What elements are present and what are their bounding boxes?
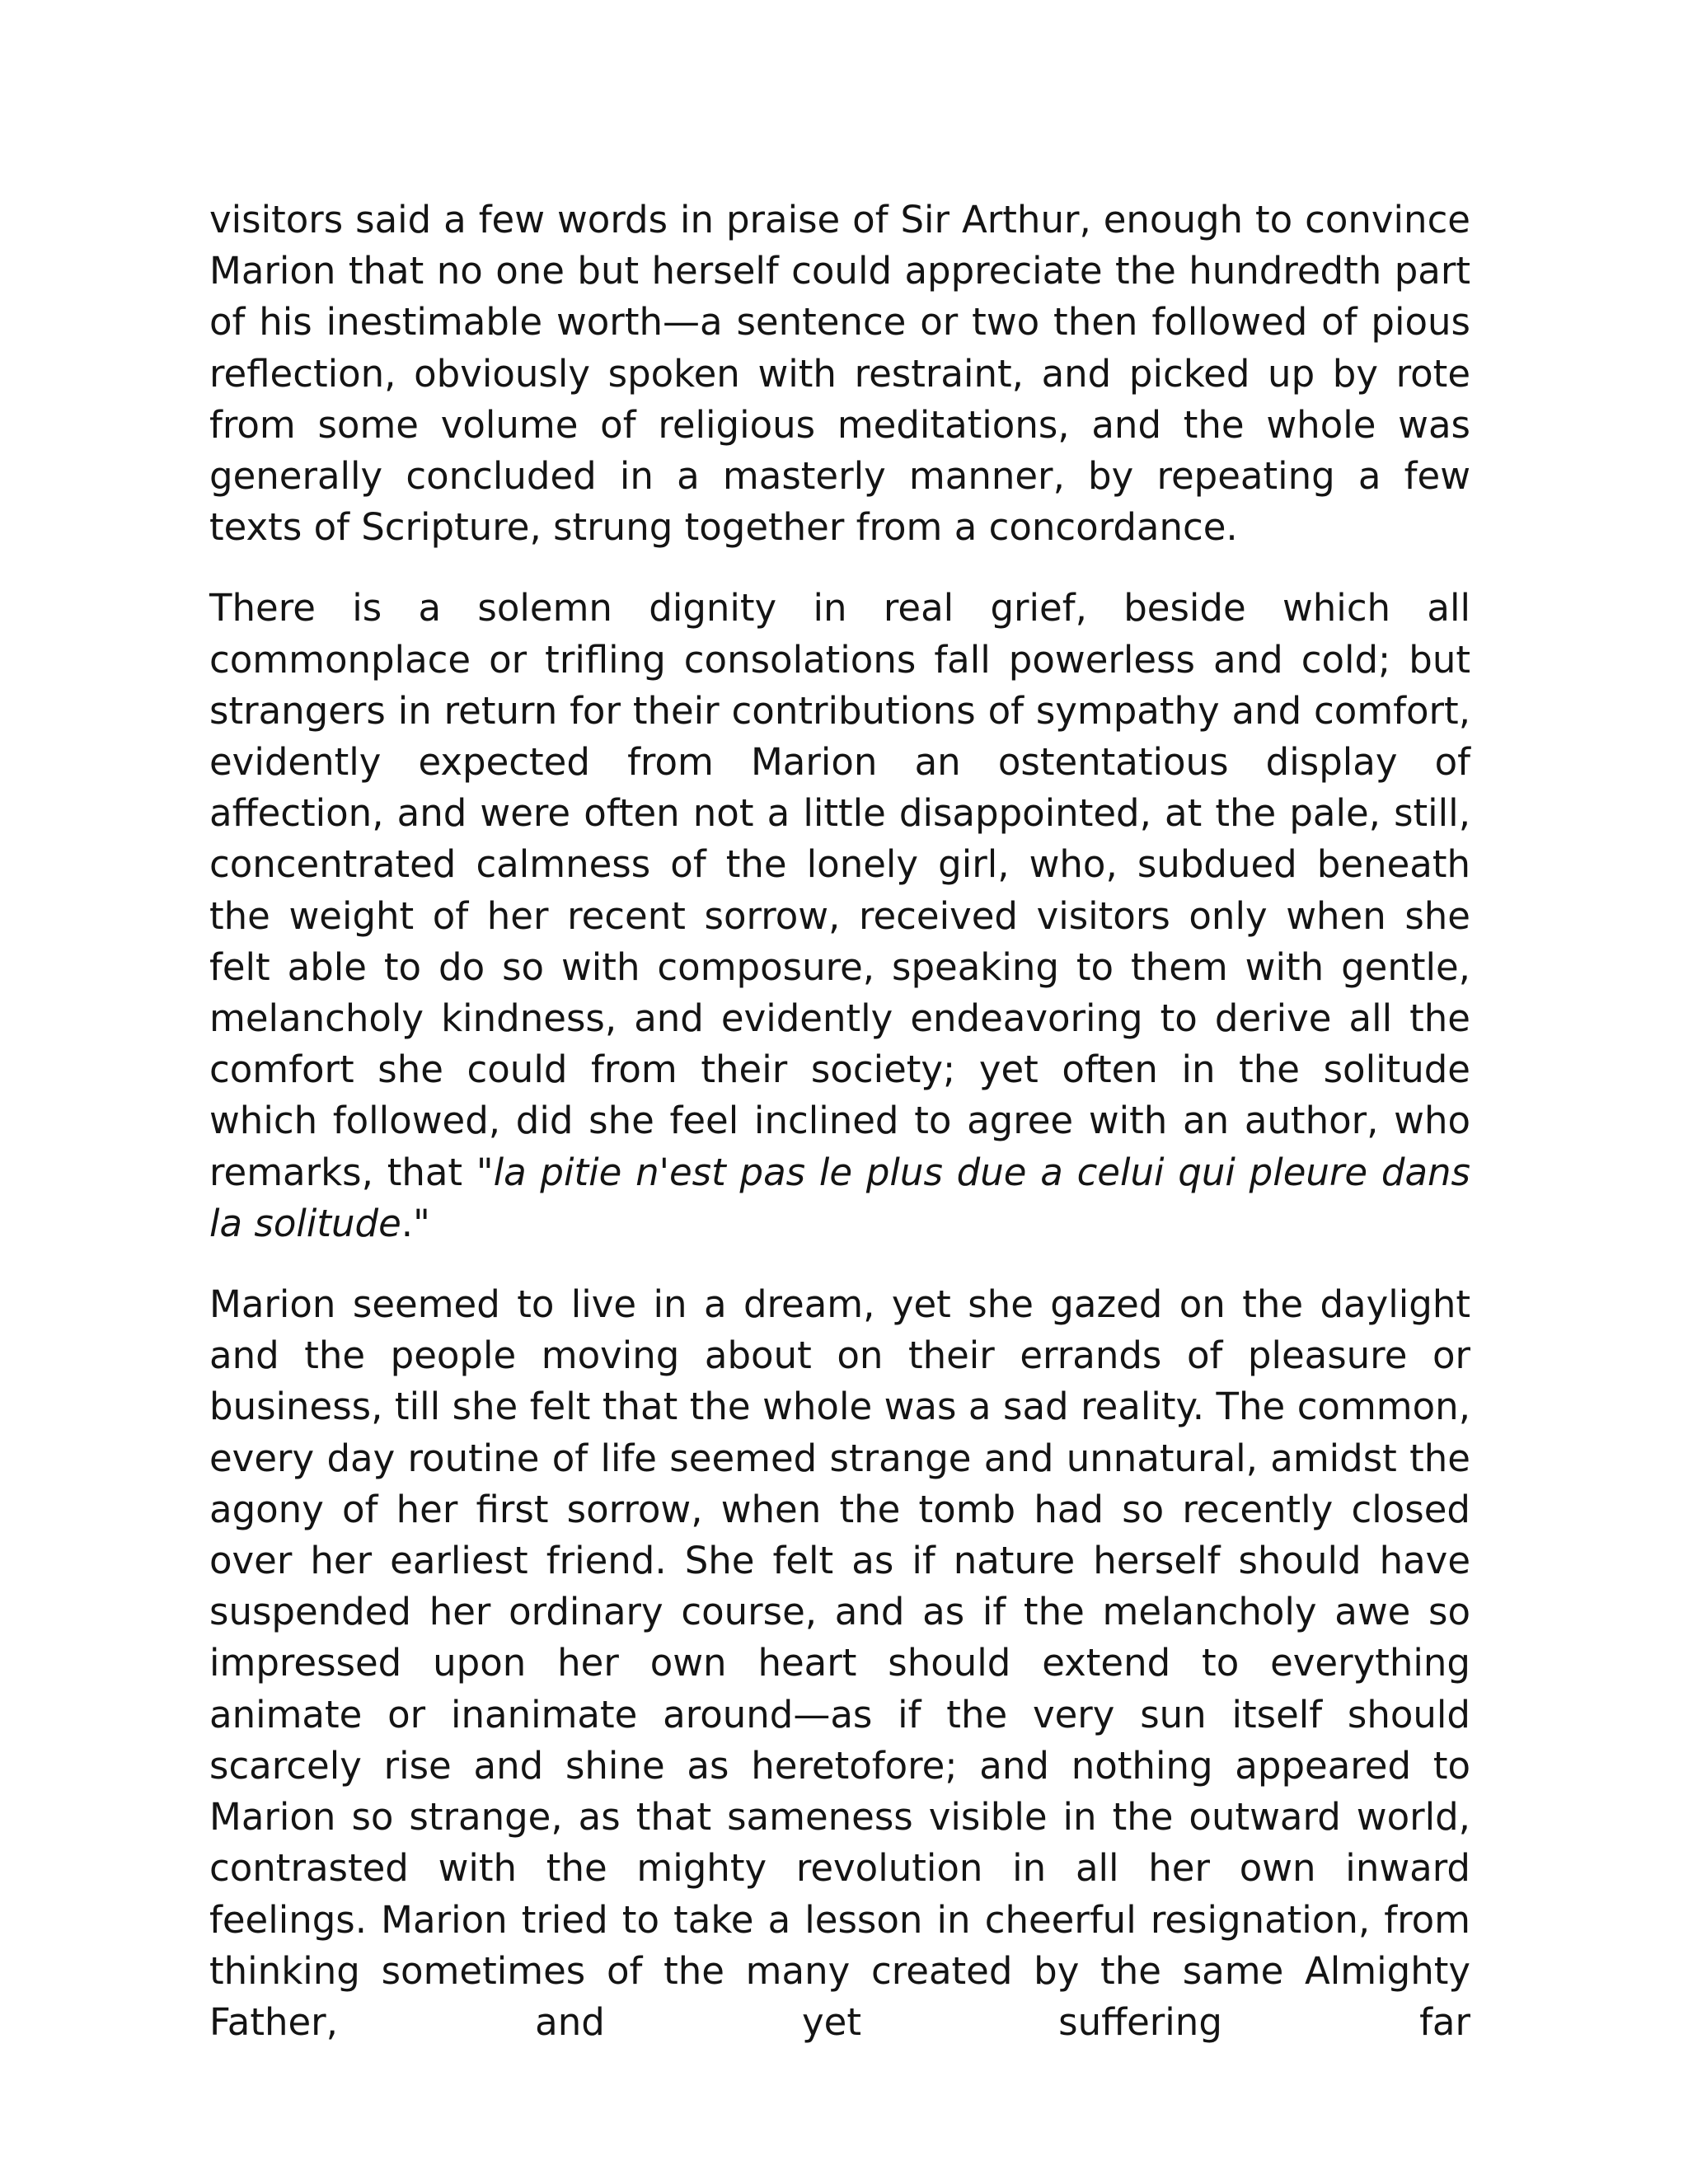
paragraph-2 [209, 583, 1470, 1249]
book-page [209, 194, 1470, 2048]
paragraph-3-text: Marion seemed to live in a dream, yet she gazed on the daylight and the people moving about on their errands of pleasure or business, till she felt that the whole was a sad reality. The common, every day routine of life seemed strange and unnatural, amidst the agony of her first sorrow, when the tomb had so recently closed over her earliest friend. She felt as if nature herself should have suspended her ordinary course, and as if the melancholy awe so impressed upon her own heart should extend to everything animate or inanimate around—as if the very sun itself should scarcely rise and shine as heretofore; and nothing appeared to Marion so strange, as that sameness visible in the outward world, contrasted with the mighty revolution in all her own inward feelings. Marion tried to take a lesson in cheerful resignation, from thinking sometimes of the many created by the same Almighty Father, and yet suffering far [209, 1282, 1470, 2044]
paragraph-1-text: visitors said a few words in praise of Sir Arthur, enough to convince Marion that no one but herself could appreciate the hundredth part of his inestimable worth—a sentence or two then followed of pious reflection, obviously spoken with restraint, and picked up by rote from some volume of religious meditations, and the whole was generally concluded in a masterly manner, by repeating a few texts of Scripture, strung together from a concordance. [209, 198, 1470, 550]
paragraph-2-text: There is a solemn dignity in real grief, beside which all commonplace or trifling consolations fall powerless and cold; but strangers in return for their contributions of sympathy and comfort, evidently expected from Marion an ostentatious display of affection, and were often not a little disappointed, at the pale, still, concentrated calmness of the lonely girl, who, subdued beneath the weight of her recent sorrow, received visitors only when she felt able to do so with composure, speaking to them with gentle, melancholy kindness, and evidently endeavoring to derive all the comfort she could from their society; yet often in the solitude which followed, did she feel inclined to agree with an author, who remarks, that " [209, 586, 1470, 1194]
paragraph-1 [209, 194, 1470, 553]
french-quote: la pitie n'est pas le plus due a celui qui pleure dans la solitude [209, 1150, 1471, 1245]
paragraph-2-closing: ." [401, 1201, 430, 1245]
paragraph-3 [209, 1279, 1470, 2048]
